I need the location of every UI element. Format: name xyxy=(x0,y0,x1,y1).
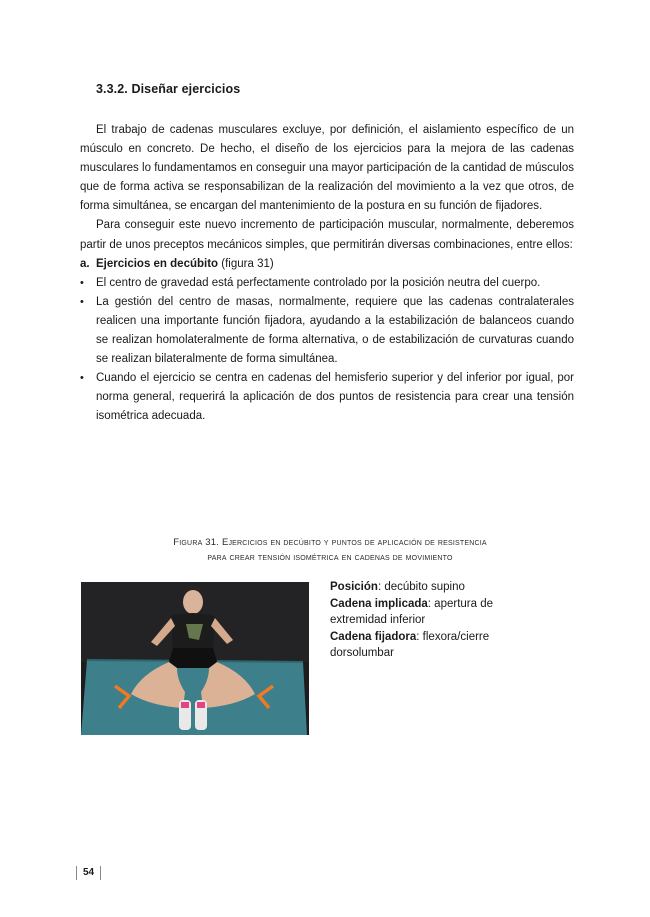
figure-details xyxy=(330,579,540,662)
bullet-icon: • xyxy=(80,372,84,385)
detail-fixing-chain xyxy=(330,629,540,662)
bullet-text: Cuando el ejercicio se centra en cadenas del hemisferio superior y del inferior por igual, por norma general, requerirá la aplicación de dos puntos de resistencia para crear una tensión isométrica adecuada. xyxy=(96,372,574,423)
detail-value: : decúbito supino xyxy=(377,581,465,593)
caption-title: Ejercicios en decúbito y puntos de aplicación de resistencia xyxy=(221,537,487,548)
detail-label: Posición xyxy=(330,581,378,593)
figure-caption xyxy=(90,535,570,565)
bullet-icon: • xyxy=(80,295,84,308)
detail-label: Cadena implicada xyxy=(330,597,428,610)
detail-implicated-chain xyxy=(330,596,540,629)
bullet-icon: • xyxy=(80,276,84,289)
bullet-text: El centro de gravedad está perfectamente controlado por la posición neutra del cuerpo. xyxy=(96,276,541,289)
list-item-a xyxy=(80,255,574,274)
bullet-item xyxy=(80,274,574,293)
caption-line-2: para crear tensión isométrica en cadenas de movimiento xyxy=(207,552,453,563)
bullet-text: La gestión del centro de masas, normalmente, requiere que las cadenas contralaterales realicen una importante función fijadora, ayudando a la estabilización de balanceos cuando se realizan homolateralmente de forma alternativa, o de estabilización de curvaturas cuando se realizan bilateralmente de forma simultánea. xyxy=(96,295,574,366)
detail-value: : apertura de extremidad inferior xyxy=(330,597,494,626)
detail-label: Cadena fijadora xyxy=(330,630,417,643)
list-item-title: Ejercicios en decúbito xyxy=(96,257,219,270)
body-text xyxy=(80,121,574,427)
exercise-illustration xyxy=(81,582,309,735)
detail-value: : flexora/cierre dorsolumbar xyxy=(330,630,490,659)
bullet-item xyxy=(80,369,574,426)
paragraph: Para conseguir este nuevo incremento de participación muscular, normalmente, deberemos partir de unos preceptos mecánicos simples, que permitirán diversas combinaciones, entre ellos: xyxy=(80,219,574,251)
caption-line-1 xyxy=(90,535,570,550)
page-number: 54 xyxy=(76,866,101,880)
section-heading: 3.3.2. Diseñar ejercicios xyxy=(96,82,241,96)
list-item-text xyxy=(96,255,274,274)
bullet-item xyxy=(80,293,574,369)
exercise-photo xyxy=(81,582,309,735)
detail-position xyxy=(330,579,540,596)
caption-label: Figura 31. xyxy=(173,537,220,548)
list-marker: a. xyxy=(80,257,90,270)
list-item-suffix: (figura 31) xyxy=(218,257,274,270)
paragraph: El trabajo de cadenas musculares excluye, por definición, el aislamiento específico de un músculo en concreto. De hecho, el diseño de los ejercicios para la mejora de las cadenas musculares lo fundamentamos en conseguir una mayor participación de la cantidad de músculos que de forma activa se responsabilizan de la realización del movimiento a la vez que otros, de forma simultánea, se encargan del mantenimiento de la postura en su función de fijadores. xyxy=(80,124,574,213)
